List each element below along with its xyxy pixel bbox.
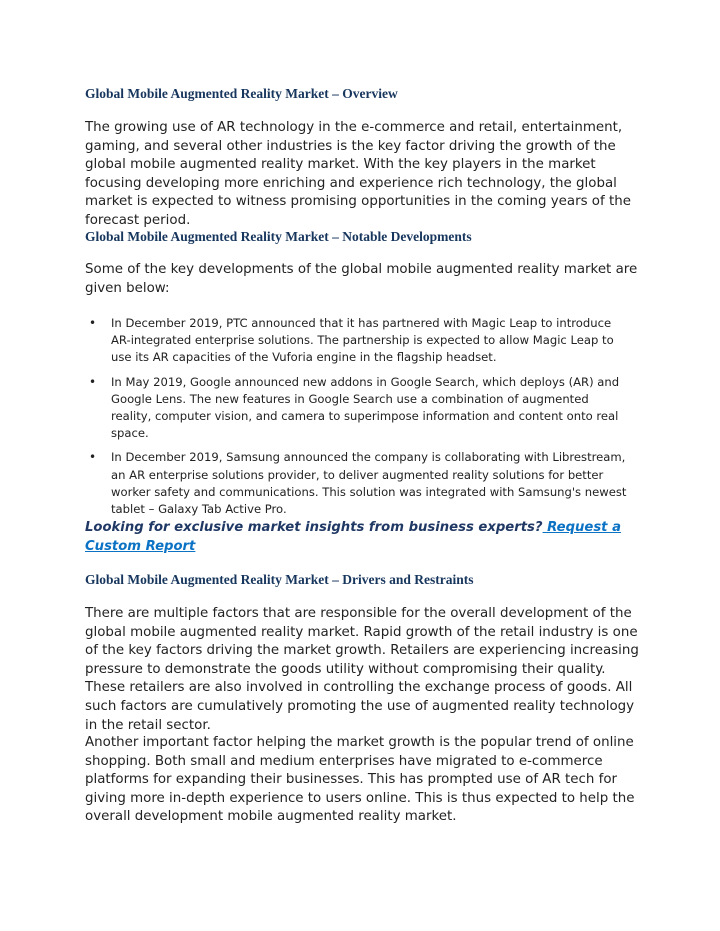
list-item bbox=[85, 315, 631, 367]
drivers-paragraph-1: There are multiple factors that are responsible for the overall development of the global mobile augmented reality market. Rapid growth of the retail industry is one of the key factors driving the market growth. Retailers are experiencing increasing pressure to demonstrate the goods utility without compromising their quality. These retailers are also involved in controlling the exchange process of goods. All such factors are cumulatively promoting the use of augmented reality technology in the retail sector. bbox=[85, 606, 639, 733]
list-item bbox=[85, 374, 631, 443]
developments-list bbox=[85, 315, 640, 525]
request-custom-report-link[interactable]: Request a Custom Report bbox=[85, 520, 621, 554]
list-item bbox=[85, 449, 631, 518]
drivers-paragraph-2: Another important factor helping the market growth is the popular trend of online shopping. Both small and medium enterprises have migrated to e-commerce platforms for expanding their businesses. This has prompted use of AR tech for giving more in-depth experience to users online. This is thus expected to help the overall development mobile augmented reality market. bbox=[85, 735, 635, 825]
developments-heading: Global Mobile Augmented Reality Market – Notable Developments bbox=[85, 229, 472, 244]
cta-text: Looking for exclusive market insights from business experts? bbox=[85, 520, 543, 535]
drivers-heading: Global Mobile Augmented Reality Market – Drivers and Restraints bbox=[85, 572, 474, 587]
bullet-text: In December 2019, Samsung announced the company is collaborating with Librestream, an AR enterprise solutions provider, to deliver augmented reality solutions for better worker safety and communications. This solution was integrated with Samsung's newest tablet – Galaxy Tab Active Pro. bbox=[111, 450, 627, 517]
cta-line bbox=[85, 518, 640, 556]
bullet-text: In December 2019, PTC announced that it has partnered with Magic Leap to introduce AR-integrated enterprise solutions. The partnership is expected to allow Magic Leap to use its AR capacities of the Vuforia engine in the flagship headset. bbox=[111, 316, 614, 365]
overview-paragraph: The growing use of AR technology in the e-commerce and retail, entertainment, gaming, and several other industries is the key factor driving the growth of the global mobile augmented reality market. With the key players in the market focusing developing more enriching and experience rich technology, the global market is expected to witness promising opportunities in the coming years of the forecast period. bbox=[85, 120, 631, 228]
developments-intro: Some of the key developments of the global mobile augmented reality market are given below: bbox=[85, 262, 638, 296]
bullet-icon: • bbox=[89, 374, 97, 389]
overview-heading: Global Mobile Augmented Reality Market – Overview bbox=[85, 86, 398, 101]
bullet-text: In May 2019, Google announced new addons in Google Search, which deploys (AR) and Google Lens. The new features in Google Search use a combination of augmented reality, computer vision, and camera to superimpose information and content onto real space. bbox=[111, 374, 620, 441]
bullet-icon: • bbox=[89, 316, 97, 330]
bullet-icon: • bbox=[89, 450, 97, 465]
